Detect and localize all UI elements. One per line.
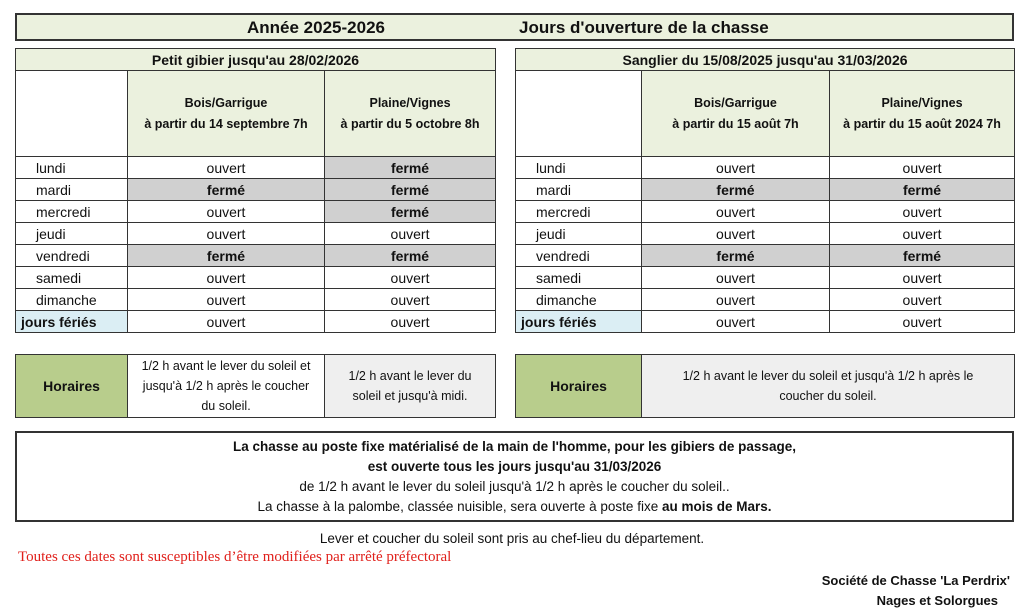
status-cell: ouvert: [642, 289, 830, 311]
table-row: [16, 201, 496, 223]
column-header: Plaine/Vignes à partir du 5 octobre 8h: [325, 71, 496, 157]
horaires-bois: 1/2 h avant le lever du soleil et jusqu'à 1/2 h après le coucher du soleil.: [128, 355, 325, 418]
horaires-sanglier: 1/2 h avant le lever du soleil et jusqu'à 1/2 h après le coucher du soleil.: [642, 355, 1015, 418]
society-signature: Société de Chasse 'La Perdrix' Nages et Solorgues: [821, 573, 1010, 608]
status-cell: ouvert: [128, 311, 325, 333]
day-label: dimanche: [516, 289, 642, 311]
year-title: Année 2025-2026: [247, 18, 385, 37]
status-cell: ouvert: [325, 223, 496, 245]
status-cell: fermé: [128, 245, 325, 267]
status-cell: ouvert: [128, 157, 325, 179]
day-label: samedi: [516, 267, 642, 289]
table-row: [516, 245, 1015, 267]
status-cell: ouvert: [830, 311, 1015, 333]
status-cell: ouvert: [830, 289, 1015, 311]
day-label: jeudi: [16, 223, 128, 245]
notice-line: est ouverte tous les jours jusqu'au 31/03/2026: [367, 459, 662, 474]
table-row: [16, 311, 496, 333]
day-label: mercredi: [516, 201, 642, 223]
status-cell: ouvert: [128, 223, 325, 245]
status-cell: ouvert: [642, 157, 830, 179]
sanglier-table: [515, 48, 1015, 333]
notice-line: de 1/2 h avant le lever du soleil jusqu'à 1/2 h après le coucher du soleil..: [299, 479, 730, 494]
notice-line: La chasse au poste fixe matérialisé de la main de l'homme, pour les gibiers de passage,: [233, 439, 796, 454]
horaires-label: Horaires: [516, 355, 642, 418]
status-cell: ouvert: [642, 223, 830, 245]
table-row: [516, 289, 1015, 311]
day-label: mercredi: [16, 201, 128, 223]
status-cell: ouvert: [830, 157, 1015, 179]
column-header: Bois/Garrigue à partir du 15 août 7h: [642, 71, 830, 157]
day-label: jeudi: [516, 223, 642, 245]
table-row: [16, 267, 496, 289]
day-label: mardi: [16, 179, 128, 201]
status-cell: ouvert: [642, 201, 830, 223]
table-row: [16, 179, 496, 201]
table-row: [16, 223, 496, 245]
status-cell: ouvert: [642, 267, 830, 289]
table-title: Petit gibier jusqu'au 28/02/2026: [16, 49, 496, 71]
table-row: [516, 157, 1015, 179]
status-cell: ouvert: [128, 201, 325, 223]
title-bar: [15, 13, 1014, 41]
status-cell: fermé: [325, 201, 496, 223]
status-cell: ouvert: [830, 201, 1015, 223]
table-row: [516, 311, 1015, 333]
status-cell: ouvert: [325, 311, 496, 333]
status-cell: ouvert: [325, 267, 496, 289]
table-row: [516, 267, 1015, 289]
petit-gibier-table: [15, 48, 496, 333]
status-cell: fermé: [325, 179, 496, 201]
status-cell: fermé: [642, 179, 830, 201]
sun-note: Lever et coucher du soleil sont pris au chef-lieu du département.: [319, 531, 705, 546]
status-cell: fermé: [128, 179, 325, 201]
table-row: [16, 245, 496, 267]
column-header: Bois/Garrigue à partir du 14 septembre 7h: [128, 71, 325, 157]
status-cell: ouvert: [642, 311, 830, 333]
status-cell: ouvert: [128, 267, 325, 289]
status-cell: ouvert: [830, 223, 1015, 245]
horaires-left: [15, 354, 496, 418]
horaires-right: [515, 354, 1015, 418]
table-row: [16, 157, 496, 179]
status-cell: fermé: [830, 245, 1015, 267]
status-cell: ouvert: [325, 289, 496, 311]
day-label: vendredi: [516, 245, 642, 267]
table-row: [516, 223, 1015, 245]
table-title: Sanglier du 15/08/2025 jusqu'au 31/03/2026: [516, 49, 1015, 71]
day-label: mardi: [516, 179, 642, 201]
status-cell: fermé: [325, 245, 496, 267]
table-row: [516, 179, 1015, 201]
day-label: lundi: [516, 157, 642, 179]
day-label: jours fériés: [516, 311, 642, 333]
day-label: vendredi: [16, 245, 128, 267]
status-cell: ouvert: [128, 289, 325, 311]
day-label: samedi: [16, 267, 128, 289]
status-cell: ouvert: [830, 267, 1015, 289]
status-cell: fermé: [830, 179, 1015, 201]
notice-line: La chasse à la palombe, classée nuisible, sera ouverte à poste fixe au mois de Mars.: [257, 499, 772, 514]
horaires-label: Horaires: [16, 355, 128, 418]
day-label: jours fériés: [16, 311, 128, 333]
table-row: [16, 289, 496, 311]
horaires-plaine: 1/2 h avant le lever du soleil et jusqu'à midi.: [325, 355, 496, 418]
status-cell: fermé: [642, 245, 830, 267]
status-cell: fermé: [325, 157, 496, 179]
warning-note: Toutes ces dates sont susceptibles d’être modifiées par arrêté préfectoral: [18, 549, 452, 565]
day-label: dimanche: [16, 289, 128, 311]
poste-fixe-notice: [15, 431, 1014, 522]
day-label: lundi: [16, 157, 128, 179]
table-row: [516, 201, 1015, 223]
column-header: Plaine/Vignes à partir du 15 août 2024 7h: [830, 71, 1015, 157]
page-subtitle: Jours d'ouverture de la chasse: [519, 18, 769, 37]
